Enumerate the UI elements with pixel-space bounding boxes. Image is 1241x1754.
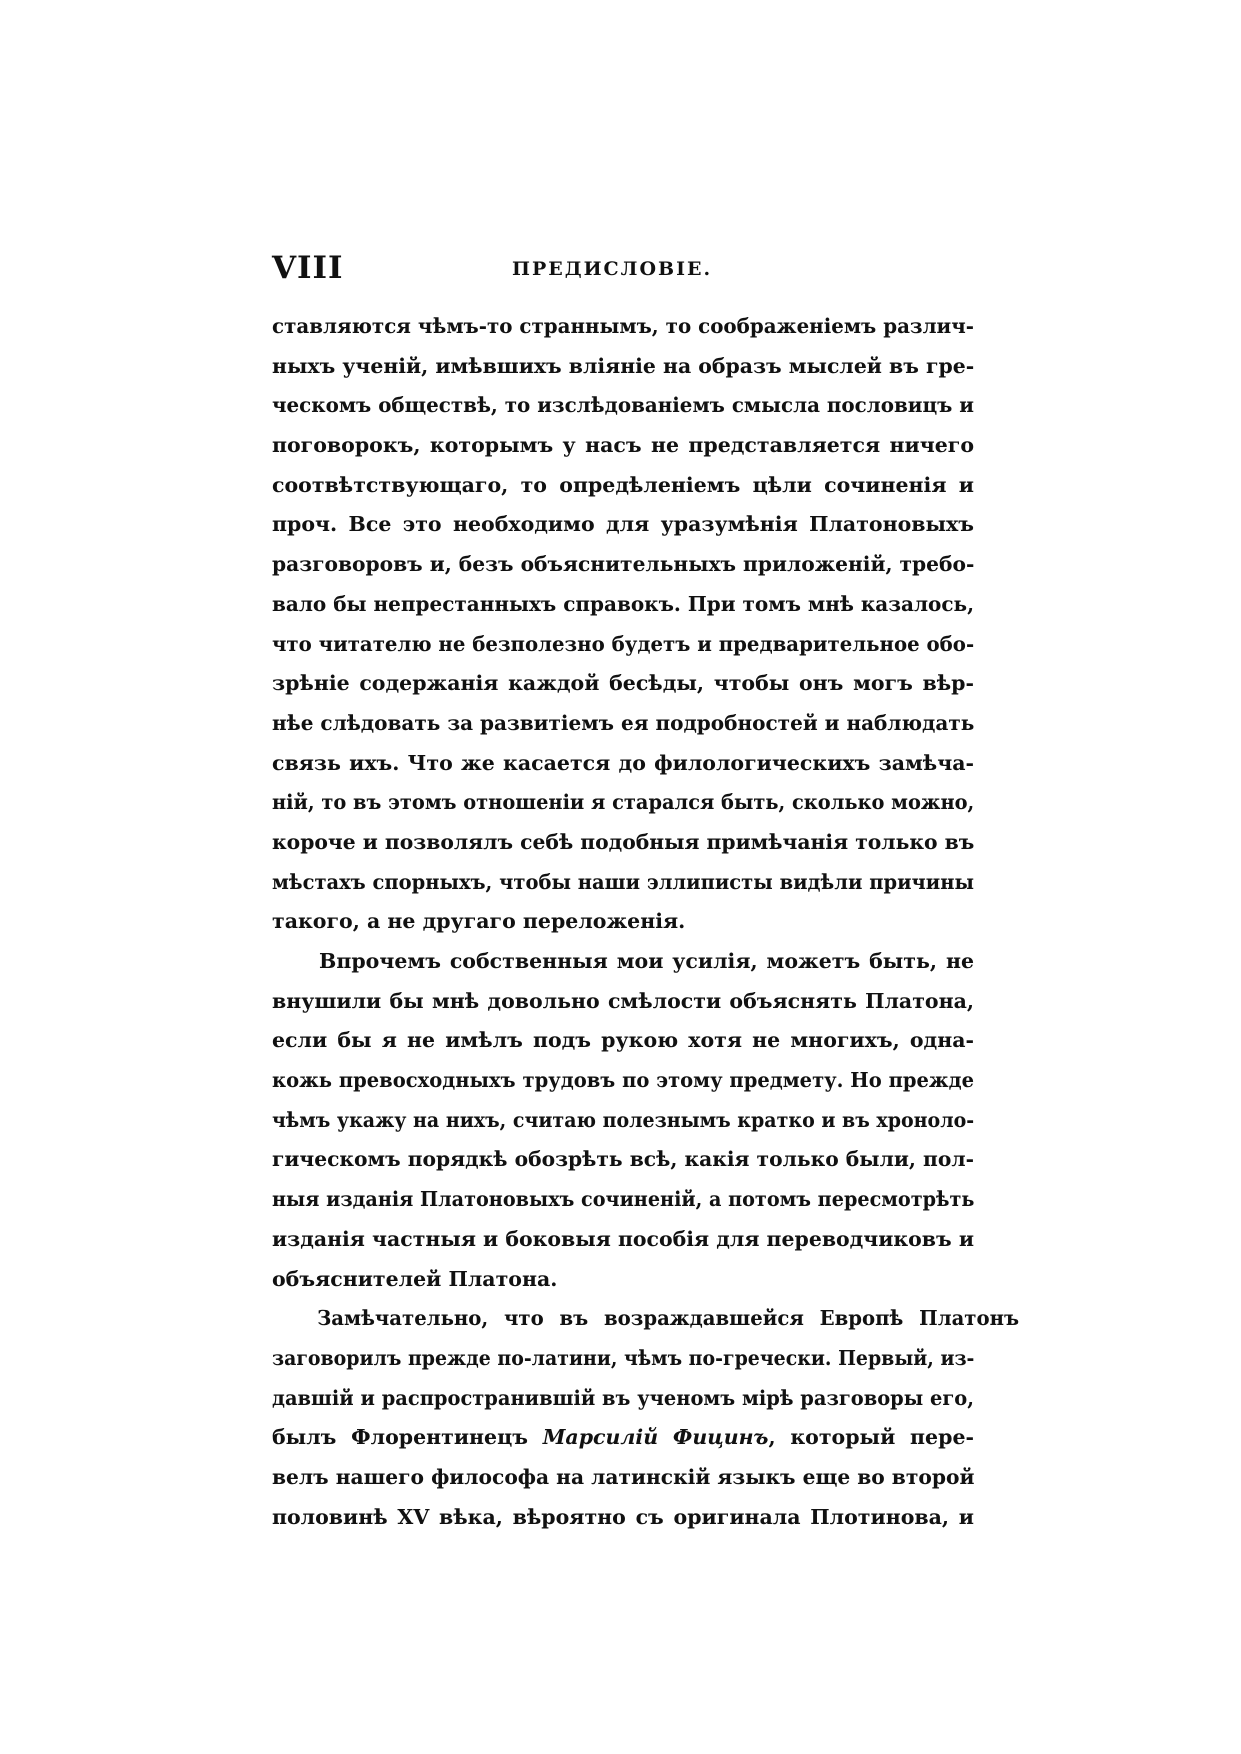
text-fragment: , который пере- <box>768 1425 974 1450</box>
text-line: поговорокъ, которымъ у насъ не представляется ничего <box>272 433 974 458</box>
paragraph-3 <box>272 1299 1020 1537</box>
text-line: мѣстахъ спорныхъ, чтобы наши эллиписты видѣли причины <box>272 869 974 894</box>
text-line: вало бы непрестанныхъ справокъ. При томъ мнѣ казалось, <box>272 591 975 616</box>
text-line: заговорилъ прежде по-латини, чѣмъ по-гречески. Первый, из- <box>272 1345 975 1370</box>
text-line: объяснителей Платона. <box>272 1266 558 1291</box>
paragraph-2 <box>272 942 974 1299</box>
page-header <box>272 250 974 290</box>
text-line: связь ихъ. Что же касается до филологическихъ замѣча- <box>272 750 974 775</box>
text-line: ческомъ обществѣ, то изслѣдованіемъ смысла пословицъ и <box>272 393 975 418</box>
text-line: разговоровъ и, безъ объяснительныхъ приложеній, требо- <box>272 552 975 577</box>
paragraph-1 <box>272 307 974 942</box>
text-line: Замѣчательно, что въ возраждавшейся Европѣ Платонъ <box>317 1306 1020 1331</box>
text-line: Впрочемъ собственныя мои усилія, можетъ быть, не <box>319 949 974 973</box>
text-line: ній, то въ этомъ отношеніи я старался быть, сколько можно, <box>272 790 975 815</box>
running-title: ПРЕДИСЛОВІЕ. <box>512 258 713 280</box>
text-line: ныя изданія Платоновыхъ сочиненій, а потомъ пересмотрѣть <box>272 1187 975 1212</box>
text-line: проч. Все это необходимо для уразумѣнія Платоновыхъ <box>272 512 974 537</box>
text-line: половинѣ XV вѣка, вѣроятно съ оригинала Плотинова, и <box>272 1504 974 1529</box>
text-line: чѣмъ укажу на нихъ, считаю полезнымъ кратко и въ хроноло- <box>272 1107 975 1132</box>
text-line: ставляются чѣмъ-то страннымъ, то соображеніемъ различ- <box>272 314 974 338</box>
body-text <box>272 307 1020 1537</box>
text-line: ныхъ ученій, имѣвшихъ вліяніе на образъ мыслей въ гре- <box>272 353 975 378</box>
text-line: давшій и распространившій въ ученомъ мірѣ разговоры его, <box>272 1385 974 1410</box>
text-line: гическомъ порядкѣ обозрѣть всѣ, какія только были, пол- <box>272 1147 974 1172</box>
text-line-with-name <box>272 1418 974 1458</box>
text-fragment: былъ Флорентинецъ <box>272 1425 528 1450</box>
text-line: кожь превосходныхъ трудовъ по этому предмету. Но прежде <box>272 1068 974 1093</box>
page-number: VIII <box>272 250 344 286</box>
text-line: что читателю не безполезно будетъ и предварительное обо- <box>272 631 975 656</box>
text-line: зрѣніе содержанія каждой бесѣды, чтобы онъ могъ вѣр- <box>272 671 974 696</box>
text-line: велъ нашего философа на латинскій языкъ еще во второй <box>272 1464 975 1489</box>
text-line: нѣе слѣдовать за развитіемъ ея подробностей и наблюдать <box>272 710 975 735</box>
text-line: изданія частныя и боковыя пособія для переводчиковъ и <box>272 1226 974 1251</box>
person-name: Марсилій Фицинъ <box>542 1425 769 1450</box>
text-line: такого, а не другаго переложенія. <box>272 909 686 934</box>
text-line: внушили бы мнѣ довольно смѣлости объяснять Платона, <box>272 988 974 1013</box>
text-line: короче и позволялъ себѣ подобныя примѣчанія только въ <box>272 829 975 854</box>
text-line: если бы я не имѣлъ подъ рукою хотя не многихъ, одна- <box>272 1028 974 1053</box>
text-line: соотвѣтствующаго, то опредѣленіемъ цѣли сочиненія и <box>272 472 974 497</box>
